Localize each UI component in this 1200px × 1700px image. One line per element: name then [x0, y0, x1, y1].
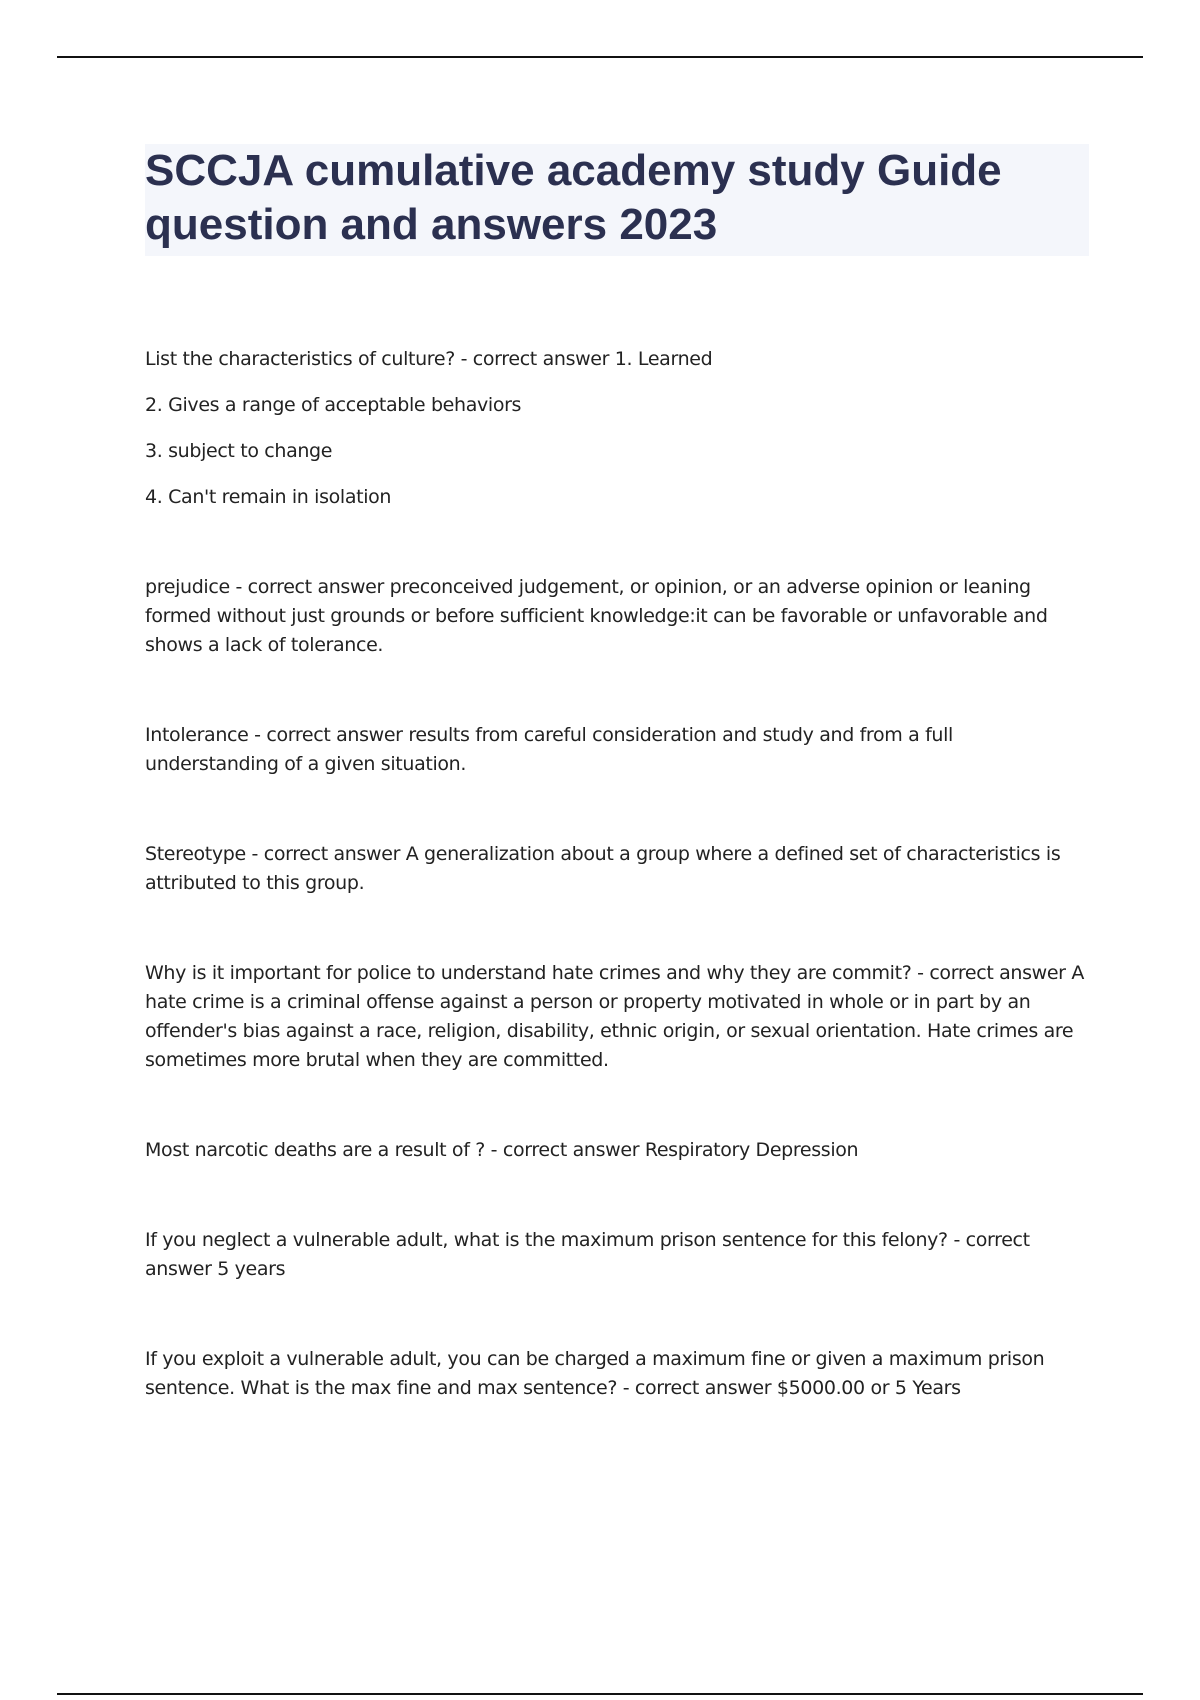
- list-item: 3. subject to change: [145, 440, 333, 462]
- top-rule: [57, 56, 1143, 58]
- list-item: 2. Gives a range of acceptable behaviors: [145, 394, 522, 416]
- qa-item-hate-crimes: Why is it important for police to understand hate crimes and why they are commit? - correct answer A hate crime is a criminal offense against a person or property motivated in whole or in part by an offender's bias against a race, religion, disability, ethnic origin, or sexual orientation. Hate crimes are sometimes more brutal when they are committed.: [145, 962, 1084, 1071]
- bottom-rule: [57, 1693, 1143, 1695]
- qa-item-neglect: If you neglect a vulnerable adult, what is the maximum prison sentence for this felony? - correct answer 5 years: [145, 1229, 1030, 1280]
- qa-item-prejudice: prejudice - correct answer preconceived judgement, or opinion, or an adverse opinion or leaning formed without just grounds or before sufficient knowledge:it can be favorable or unfavorable and shows a lack of tolerance.: [145, 576, 1048, 656]
- list-item: 4. Can't remain in isolation: [145, 486, 392, 508]
- qa-item-stereotype: Stereotype - correct answer A generalization about a group where a defined set of characteristics is attributed to this group.: [145, 843, 1061, 894]
- qa-question-culture: List the characteristics of culture? - correct answer 1. Learned: [145, 348, 713, 370]
- qa-item-exploit: If you exploit a vulnerable adult, you can be charged a maximum fine or given a maximum prison sentence. What is the max fine and max sentence? - correct answer $5000.00 or 5 Years: [145, 1348, 1045, 1399]
- document-body: [145, 345, 1090, 1403]
- qa-item-intolerance: Intolerance - correct answer results from careful consideration and study and from a full understanding of a given situation.: [145, 724, 953, 775]
- document-title: SCCJA cumulative academy study Guide question and answers 2023: [145, 146, 1002, 249]
- title-block: [145, 144, 1089, 256]
- qa-item-culture: [145, 345, 1090, 512]
- qa-item-narcotic-deaths: Most narcotic deaths are a result of ? - correct answer Respiratory Depression: [145, 1139, 859, 1161]
